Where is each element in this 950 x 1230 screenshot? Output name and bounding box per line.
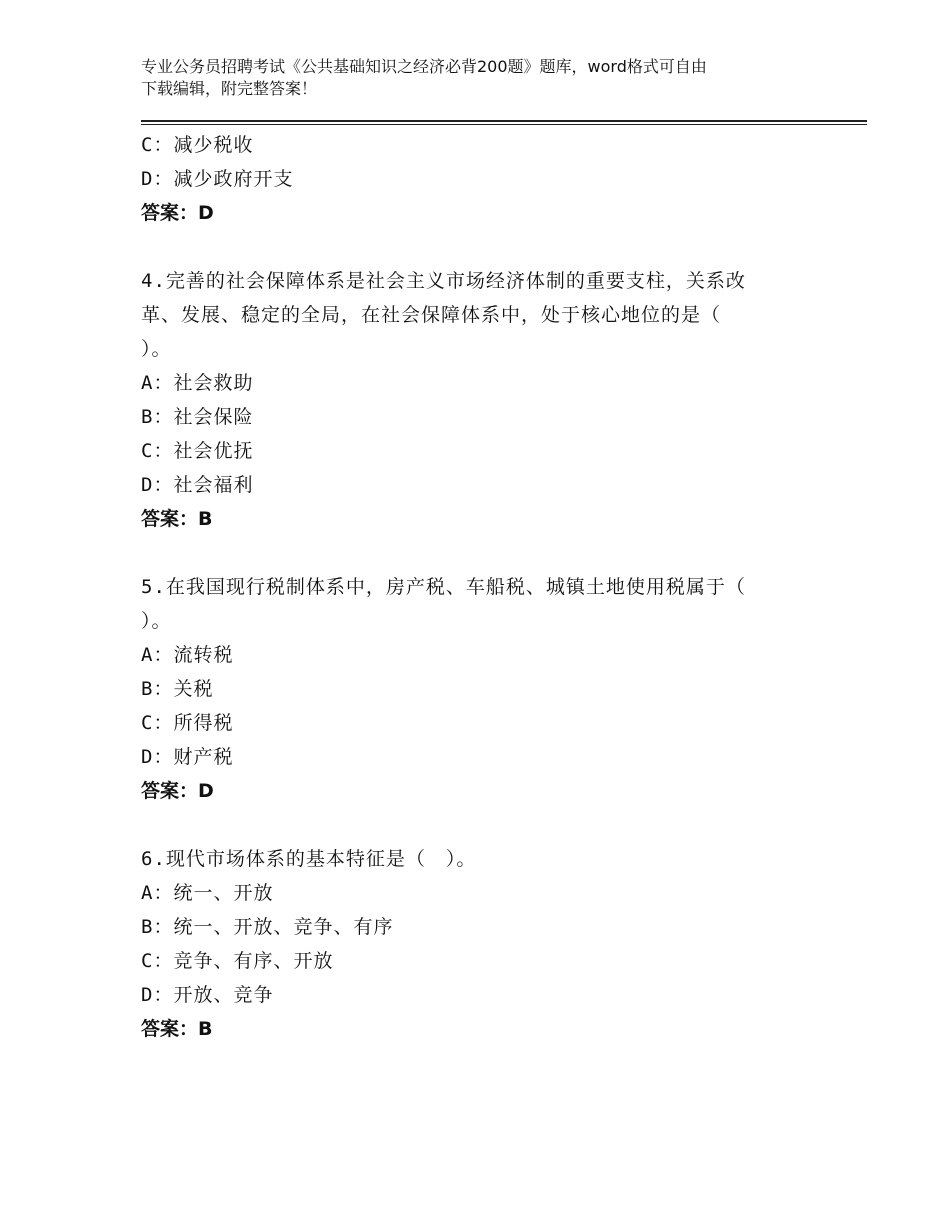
answer: 答案：D	[141, 780, 214, 802]
question-stem-line: ）。	[141, 338, 172, 360]
question-list	[141, 128, 821, 1046]
answer: 答案：D	[141, 202, 214, 224]
question-stem-line: ）。	[141, 610, 172, 632]
question-4	[141, 264, 821, 536]
header-line-1: 专业公务员招聘考试《公共基础知识之经济必背200题》题库，word格式可自由	[141, 57, 707, 76]
question-6	[141, 842, 821, 1046]
question-5	[141, 570, 821, 808]
spacer	[141, 536, 821, 570]
question-stem-line: 4.完善的社会保障体系是社会主义市场经济体制的重要支柱，关系改	[141, 270, 746, 292]
header-rule-thick	[141, 120, 867, 122]
option-a: A：统一、开放	[141, 882, 274, 904]
question-stem-line: 5.在我国现行税制体系中，房产税、车船税、城镇土地使用税属于（	[141, 576, 746, 598]
option-d: D：开放、竞争	[141, 984, 274, 1006]
answer: 答案：B	[141, 1018, 213, 1040]
spacer	[141, 230, 821, 264]
question-stem-line: 6.现代市场体系的基本特征是（ ）。	[141, 848, 477, 870]
option-a: A：社会救助	[141, 372, 254, 394]
question-3-continued	[141, 128, 821, 230]
option-b: B：统一、开放、竞争、有序	[141, 916, 394, 938]
answer: 答案：B	[141, 508, 213, 530]
document-header	[141, 56, 841, 100]
option-b: B：关税	[141, 678, 214, 700]
header-rule-thin	[141, 124, 867, 125]
option-c: C：所得税	[141, 712, 234, 734]
option-c: C：竞争、有序、开放	[141, 950, 334, 972]
question-stem-line: 革、发展、稳定的全局，在社会保障体系中，处于核心地位的是（	[141, 304, 722, 326]
option-d: D：减少政府开支	[141, 168, 294, 190]
option-c: C：减少税收	[141, 134, 254, 156]
option-d: D：社会福利	[141, 474, 254, 496]
header-line-2: 下载编辑，附完整答案！	[141, 79, 318, 98]
option-d: D：财产税	[141, 746, 234, 768]
spacer	[141, 808, 821, 842]
option-a: A：流转税	[141, 644, 234, 666]
option-c: C：社会优抚	[141, 440, 254, 462]
option-b: B：社会保险	[141, 406, 254, 428]
